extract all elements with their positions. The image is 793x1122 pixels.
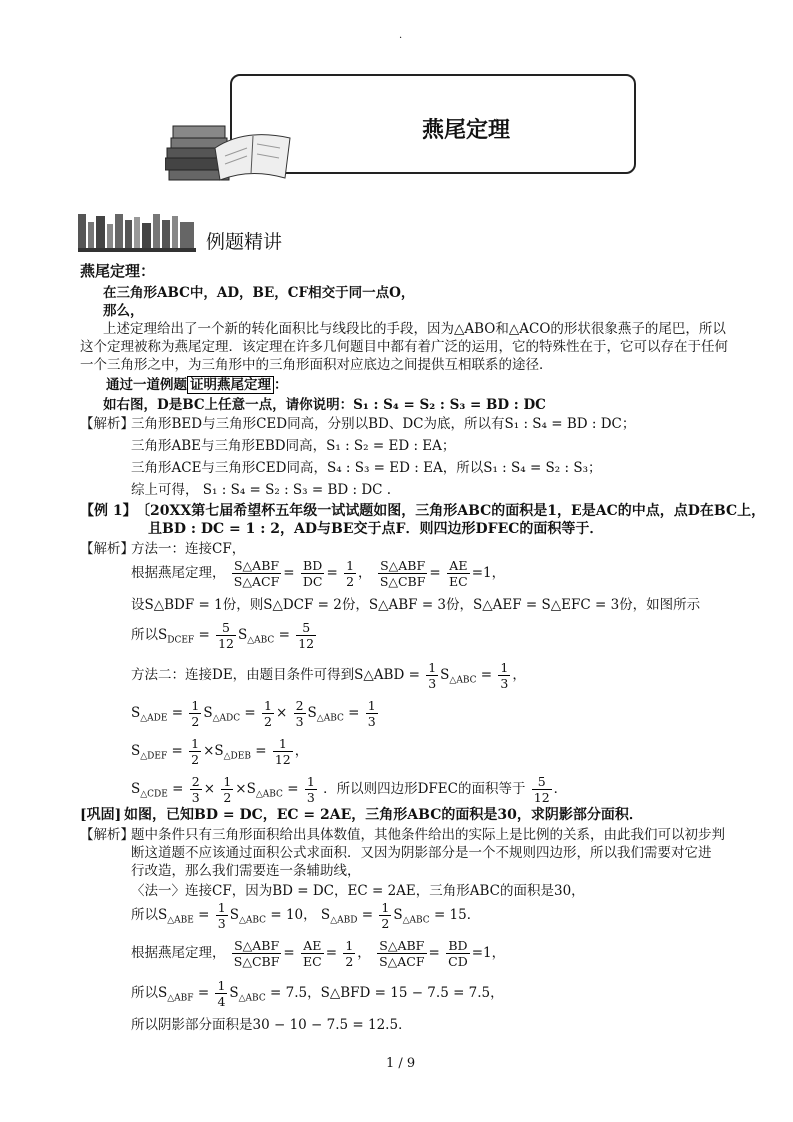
- frac-den: 2: [191, 714, 200, 729]
- ratio-prefix: 根据燕尾定理，: [131, 565, 226, 581]
- consolidate-p4: 〈法一〉连接CF，因为BD = DC，EC = 2AE，三角形ABC的面积是30，: [131, 883, 585, 899]
- section-books-icon: [78, 214, 196, 256]
- frac-den: 3: [367, 714, 376, 729]
- consolidate-analysis-label: 【解析】: [80, 827, 134, 843]
- example1-label: 【例 1】: [80, 503, 137, 519]
- frac-num: BD: [301, 558, 325, 574]
- frac-den: 12: [274, 752, 291, 767]
- consolidate-p1: 题中条件只有三角形面积给出具体数值，其他条件给出的实际上是比例的关系，由此我们可以初步判: [131, 827, 725, 843]
- frac-den: EC: [449, 574, 468, 589]
- frac-den: CD: [448, 954, 468, 969]
- consolidate-line-7: 所以$S_{\triangle ABF}$ = $\frac{1}{4}$ $S_{\triangle ABC} = 7.5$，S△BFD = 15 − 7.5 = 7.5，: [131, 978, 504, 1009]
- example1-line-1: 〔20XX第七届希望杯五年级一试试题如图，三角形ABC的面积是1，E是AC的中点，点D在BC上，: [136, 503, 766, 519]
- theorem-desc-3: 一个三角形之中，为三角形中的三角形面积对应底边之间提供互相联系的途径．: [80, 357, 553, 373]
- frac-den: DC: [302, 574, 323, 589]
- theorem-heading: 燕尾定理：: [80, 262, 156, 280]
- method2-text: 方法二：连接DE，由题目条件可得到S△ABD =: [131, 667, 425, 683]
- section-title: 例题精讲: [206, 231, 283, 253]
- frac-den: 2: [381, 916, 390, 931]
- example1-method1-parts: 设S△BDF = 1份，则S△DCF = 2份，S△ABF = 3份，S△AEF = S△EFC = 3份，如图所示: [131, 597, 701, 613]
- frac-1-3-b: [498, 660, 510, 691]
- theorem-statement: 在三角形ABC中，AD，BE，CF相交于同一点O，: [103, 285, 415, 301]
- frac-den: 2: [191, 752, 200, 767]
- frac-5-12: [216, 620, 236, 651]
- frac-1-2-e: [189, 736, 201, 767]
- frac-den: EC: [303, 954, 322, 969]
- analysis-line-4: 综上可得， S₁ : S₄ = S₂ : S₃ = BD : DC .: [131, 482, 392, 498]
- frac-ae-ec-b: [301, 938, 324, 969]
- frac-num: S△ABF: [377, 938, 426, 954]
- analysis-label-1: 【解析】: [80, 416, 134, 432]
- theorem-question: 如右图，D是BC上任意一点，请你说明：S₁ : S₄ = S₂ : S₃ = BD : DC: [103, 397, 546, 413]
- consolidate-p8: 所以阴影部分面积是30 − 10 − 7.5 = 12.5．: [131, 1017, 412, 1033]
- frac-num: 1: [381, 900, 390, 915]
- frac-num: 1: [264, 698, 272, 713]
- chapter-title: 燕尾定理: [422, 118, 511, 143]
- example1-ratio-line: 根据燕尾定理， $\frac{\text{S△ABF}}{\text{S△ACF}}$ = $\frac{BD}{DC}$ = $\frac{1}{2}$ ， $\frac{\text{S△ABF}}{\text{S△CBF}}$ = $\frac{AE}{EC}$ =1，: [131, 558, 506, 589]
- frac-den: 12: [218, 636, 234, 651]
- frac-num: 1: [191, 698, 200, 713]
- proof-intro-boxed: 证明燕尾定理: [187, 376, 274, 394]
- frac-num: 1: [217, 978, 226, 993]
- frac-den: 3: [500, 676, 509, 691]
- frac-2-3-b: [190, 774, 202, 805]
- frac-abf-cbf: [378, 558, 428, 589]
- frac-num: 5: [296, 620, 316, 636]
- frac-num: 2: [295, 698, 304, 713]
- frac-1-3-e: [216, 900, 228, 931]
- frac-num: S△ABF: [232, 558, 281, 574]
- p6-prefix: 根据燕尾定理，: [131, 945, 226, 961]
- frac-den: S△ACF: [379, 954, 425, 969]
- frac-num: S△ABF: [232, 938, 282, 954]
- analysis-line-1: 三角形BED与三角形CED同高，分别以BD、DC为底，所以有S₁ : S₄ = BD : DC；: [131, 416, 636, 432]
- frac-num: BD: [446, 938, 470, 954]
- frac-1-12: [273, 736, 293, 767]
- frac-5-12-b: [296, 620, 316, 651]
- proof-intro-a: 通过一道例题: [106, 377, 187, 393]
- frac-num: AE: [447, 558, 470, 574]
- example1-final-line: $S_{\triangle CDE}$ = $\frac{2}{3}$ × $\frac{1}{2}$ $\times S_{\triangle ABC}$ = $\frac{1}{3}$ ．所以则四边形DFEC的面积等于 $\frac{5}{12}$ ．: [131, 774, 568, 805]
- frac-1-4: [215, 978, 227, 1009]
- p5-tail2: = 15．: [433, 907, 481, 923]
- comma: ，: [512, 667, 526, 683]
- comma: ，: [358, 565, 372, 581]
- eq-one: =1，: [471, 565, 506, 581]
- frac-1-2-c: [189, 698, 201, 729]
- example1-def-line: $S_{\triangle DEF}$ = $\frac{1}{2}$ $\times S_{\triangle DEB}$ = $\frac{1}{12}$ ，: [131, 736, 309, 767]
- consolidate-label: [巩固]: [80, 807, 122, 823]
- example1-line-2: 且BD : DC = 1 : 2，AD与BE交于点F．则四边形DFEC的面积等于．: [148, 521, 604, 537]
- p7-tail: = 7.5，S△BFD = 15 − 7.5 = 7.5，: [270, 985, 504, 1001]
- proof-intro-c: ：: [274, 377, 288, 393]
- frac-num: 5: [216, 620, 236, 636]
- frac-num: 1: [273, 736, 293, 752]
- theorem-desc-2: 这个定理被称为燕尾定理．该定理在许多几何题目中都有着广泛的运用，它的特殊性在于，它可以存在于任何: [80, 339, 728, 355]
- theorem-desc-1: 上述定理给出了一个新的转化面积比与线段比的手段，因为△ABO和△ACO的形状很象燕子的尾巴，所以: [103, 321, 726, 337]
- consolidate-p2: 断这道题不应该通过面积公式求面积．又因为阴影部分是一个不规则四边形，所以我们需要对它进: [131, 845, 712, 861]
- frac-2-3: [294, 698, 306, 729]
- frac-5-12-c: [532, 774, 552, 805]
- example1-ade-line: $S_{\triangle ADE}$ = $\frac{1}{2}$ $S_{\triangle ADC}$ = $\frac{1}{2}$ × $\frac{2}{3}$ $S_{\triangle ABC}$ = $\frac{1}{3}$: [131, 698, 376, 729]
- frac-1-2-f: [221, 774, 233, 805]
- example1-method2: 方法二：连接DE，由题目条件可得到S△ABD = $\frac{1}{3}$ $S_{\triangle ABC}$ = $\frac{1}{3}$ ，: [131, 660, 526, 691]
- example1-method1: 方法一：连接CF，: [131, 541, 246, 557]
- frac-den: 3: [295, 714, 304, 729]
- frac-den: S△CBF: [379, 574, 426, 589]
- eq-one: =1，: [471, 945, 506, 961]
- frac-num: 1: [217, 900, 226, 915]
- frac-den: 2: [346, 574, 355, 589]
- frac-abf-acf: [232, 558, 281, 589]
- frac-1-3: [426, 660, 438, 691]
- frac-den: 12: [533, 790, 550, 805]
- frac-1-2: [344, 558, 356, 589]
- frac-num: 1: [306, 774, 315, 789]
- result-prefix: 所以S: [131, 627, 168, 643]
- frac-ae-ec: [447, 558, 470, 589]
- analysis-line-2: 三角形ABE与三角形EBD同高，S₁ : S₂ = ED : EA；: [131, 438, 456, 454]
- frac-num: 1: [346, 558, 355, 573]
- frac-num: 5: [532, 774, 552, 790]
- frac-abf-acf-b: [377, 938, 426, 969]
- consolidate-line-1: 如图，已知BD = DC，EC = 2AE，三角形ABC的面积是30，求阴影部分面积．: [124, 807, 643, 823]
- comma: ，: [294, 743, 309, 759]
- frac-num: 1: [223, 774, 232, 789]
- frac-1-2-g: [379, 900, 391, 931]
- frac-den: S△ACF: [233, 574, 280, 589]
- frac-num: AE: [301, 938, 324, 954]
- p5-tail: = 10，: [270, 907, 317, 923]
- frac-den: 3: [191, 790, 200, 805]
- frac-den: 3: [306, 790, 315, 805]
- frac-den: 2: [345, 954, 354, 969]
- frac-den: 4: [217, 994, 226, 1009]
- frac-den: 3: [217, 916, 226, 931]
- frac-num: 1: [345, 938, 354, 953]
- final-tail: ．所以则四边形DFEC的面积等于: [323, 781, 526, 797]
- frac-bd-cd: [446, 938, 470, 969]
- frac-den: 2: [223, 790, 232, 805]
- frac-num: 1: [191, 736, 200, 751]
- frac-1-2-h: [343, 938, 355, 969]
- frac-1-3-d: [305, 774, 317, 805]
- books-icon: [165, 108, 295, 192]
- theorem-then: 那么，: [103, 303, 144, 319]
- frac-num: 1: [500, 660, 509, 675]
- frac-den: 2: [264, 714, 272, 729]
- example1-analysis-label: 【解析】: [80, 541, 134, 557]
- frac-den: 12: [298, 636, 315, 651]
- consolidate-line-5: 所以$S_{\triangle ABE}$ = $\frac{1}{3}$ $S_{\triangle ABC} = 10$， $S_{\triangle ABD}$ = $\frac{1}{2}$ $S_{\triangle ABC} = 15$．: [131, 900, 481, 931]
- frac-den: 3: [428, 676, 437, 691]
- frac-num: S△ABF: [378, 558, 428, 574]
- dot-end: ．: [553, 781, 568, 797]
- frac-num: 2: [191, 774, 200, 789]
- frac-den: S△CBF: [233, 954, 280, 969]
- frac-abf-cbf-b: [232, 938, 282, 969]
- consolidate-line-6: 根据燕尾定理， $\frac{\text{S△ABF}}{\text{S△CBF}}$ = $\frac{AE}{EC}$ = $\frac{1}{2}$ ， $\frac{\text{S△ABF}}{\text{S△ACF}}$ = $\frac{BD}{CD}$ =1，: [131, 938, 506, 969]
- frac-1-3-c: [366, 698, 378, 729]
- frac-num: 1: [428, 660, 437, 675]
- analysis-line-3: 三角形ACE与三角形CED同高，S₄ : S₃ = ED : EA，所以S₁ : S₄ = S₂ : S₃；: [131, 460, 602, 476]
- page-number: 1 / 9: [386, 1056, 416, 1071]
- comma: ，: [357, 945, 371, 961]
- consolidate-p3: 行改造，那么我们需要连一条辅助线，: [131, 863, 361, 879]
- frac-1-2-d: [262, 698, 274, 729]
- proof-intro: [106, 376, 288, 394]
- example1-result-1: 所以$S_{DCEF}$ = $\frac{5}{12}$ $S_{\triangle ABC}$ = $\frac{5}{12}$: [131, 620, 315, 651]
- frac-num: 1: [367, 698, 376, 713]
- frac-bd-dc: [301, 558, 325, 589]
- top-dot: .: [399, 30, 403, 41]
